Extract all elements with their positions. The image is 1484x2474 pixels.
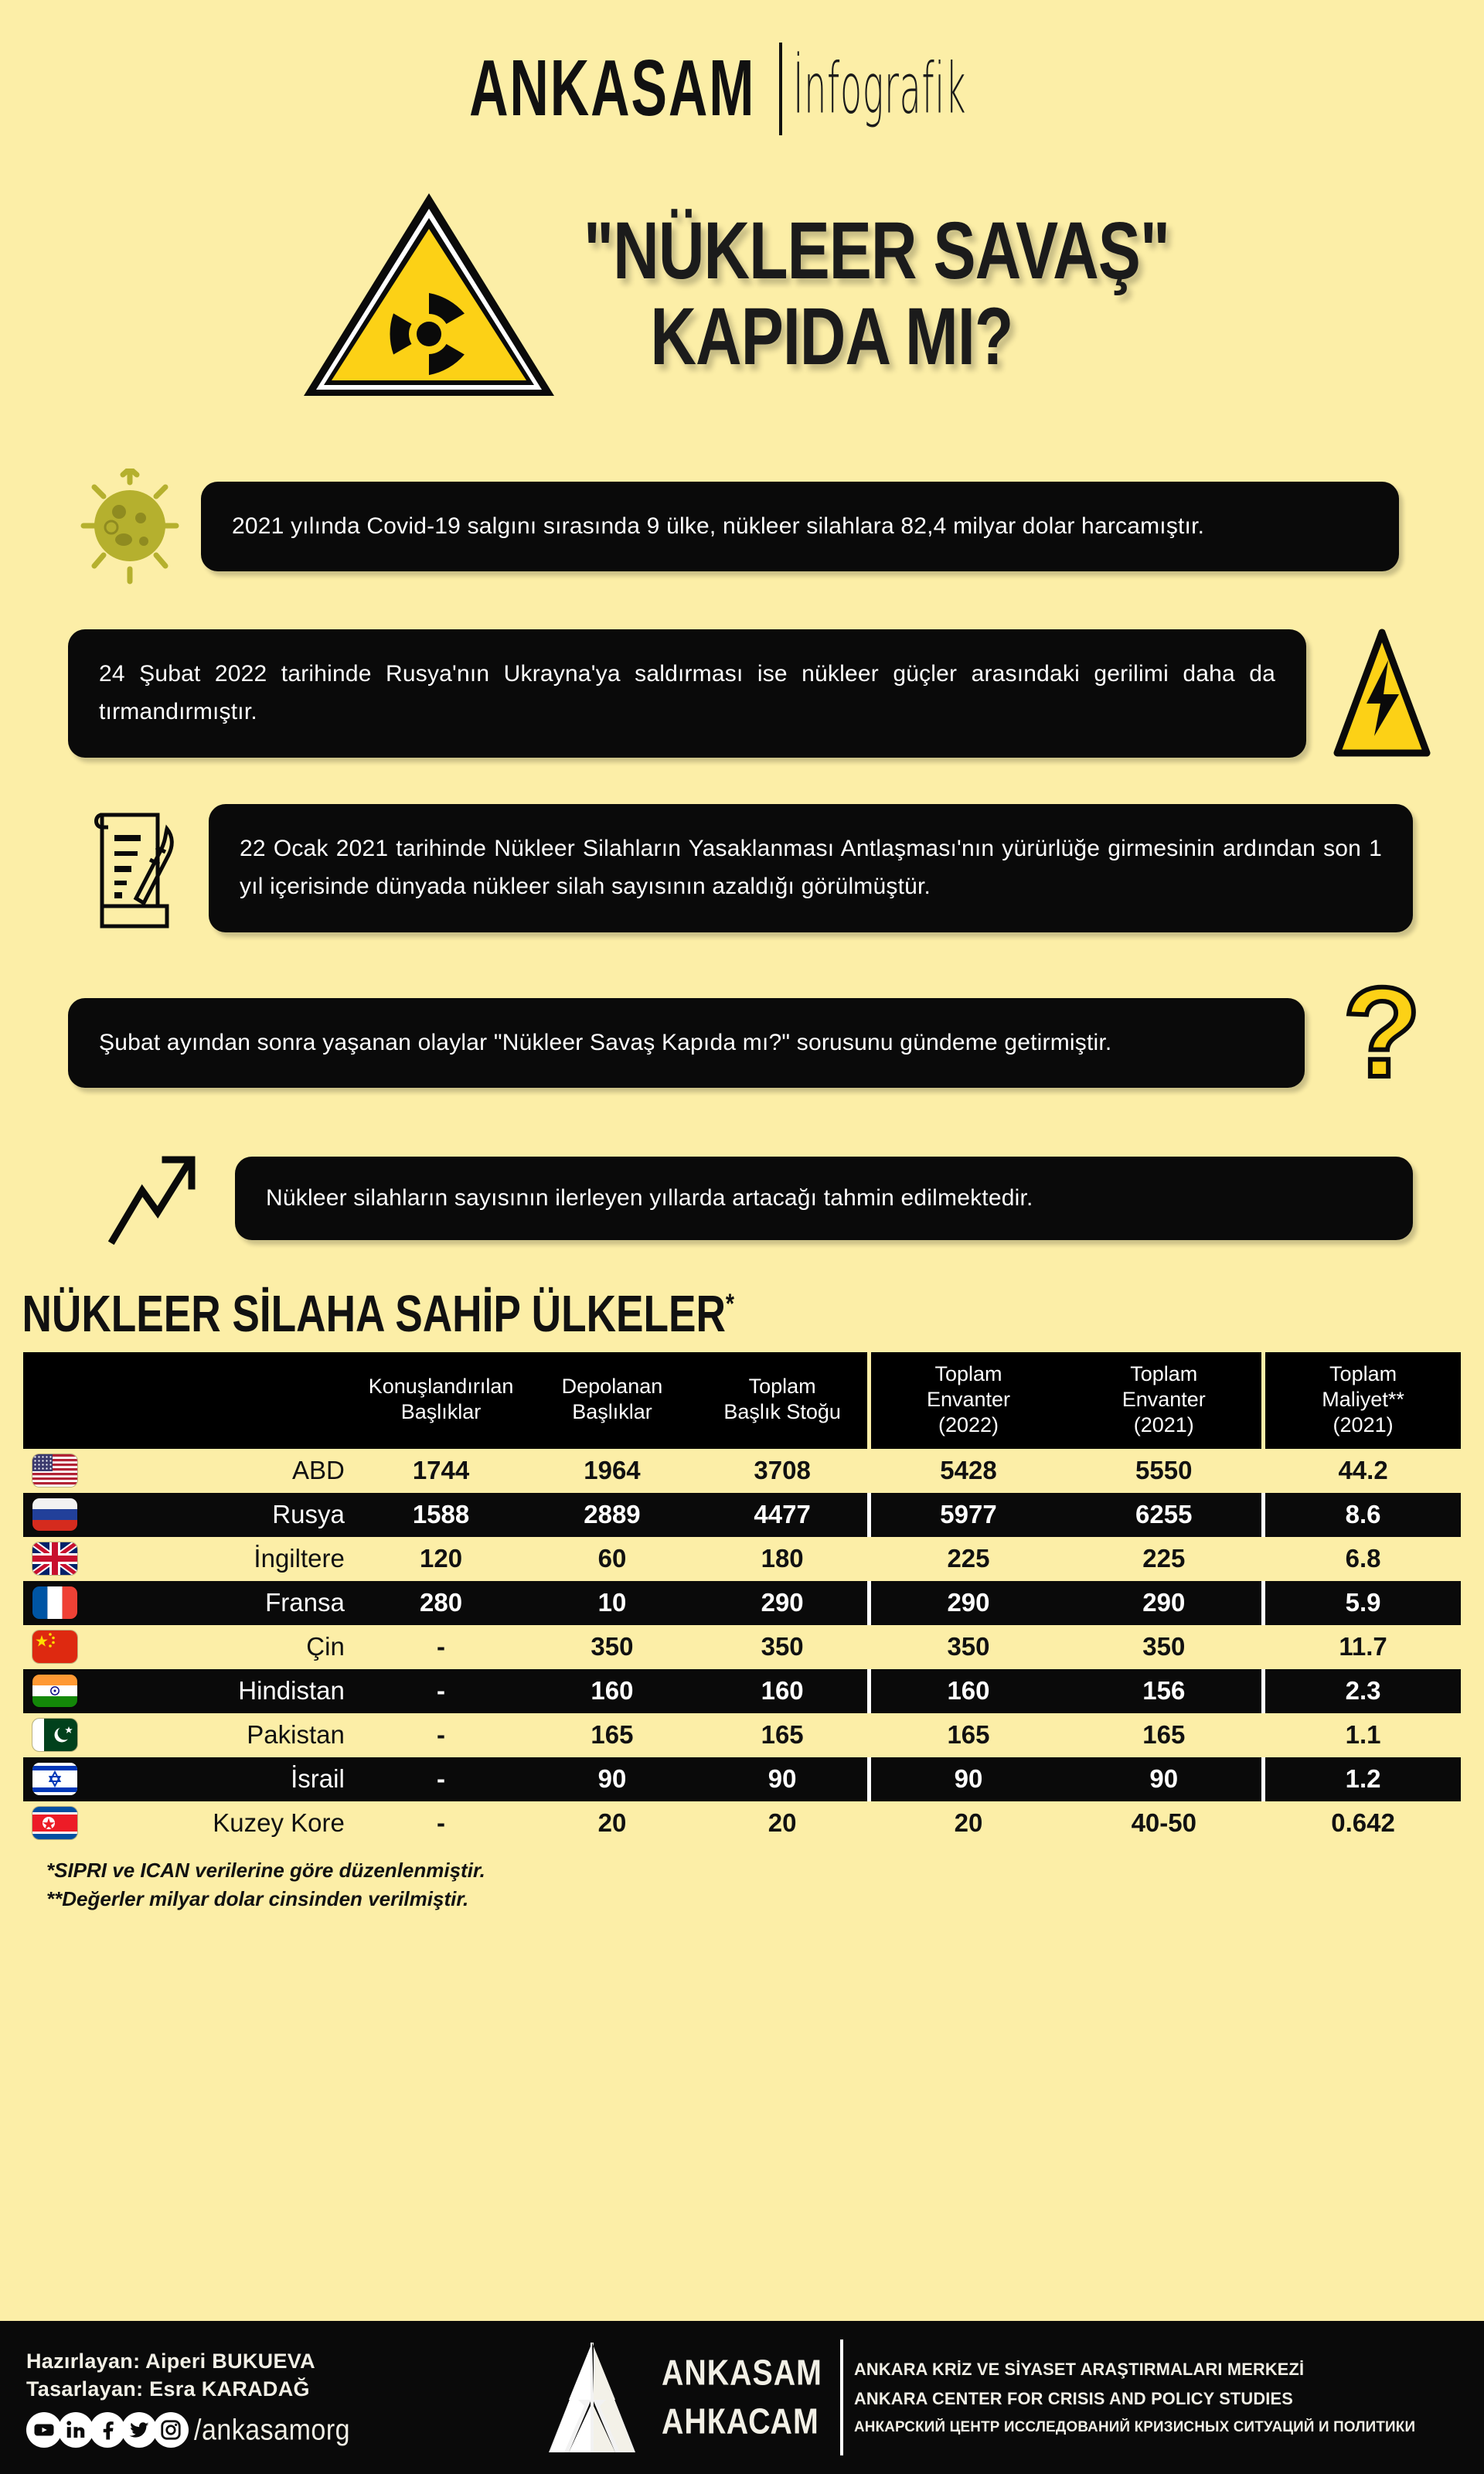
th-cost-2021: [1264, 1352, 1461, 1449]
cell-country: Hindistan: [238, 1676, 345, 1706]
cell-inventory-2021: 290: [1142, 1588, 1186, 1617]
svg-text:?: ?: [1343, 977, 1421, 1103]
country-flag-cell: [23, 1757, 116, 1801]
cell-inventory-2022: 290: [869, 1581, 1066, 1625]
cell-total-stock: 3708: [754, 1456, 811, 1485]
th-deployed-l1: Konuşlandırılan: [368, 1375, 514, 1399]
footer: [0, 2321, 1484, 2474]
cell-deployed: -: [437, 1676, 446, 1706]
country-flag-cell: [23, 1669, 116, 1713]
cell-inventory-2021: 40-50: [1131, 1808, 1196, 1838]
th-country: [116, 1352, 356, 1449]
fact-text: 2021 yılında Covid-19 salgını sırasında 9 ülke, nükleer silahlara 82,4 milyar dolar harcamıştır.: [201, 482, 1399, 572]
table-row: [23, 1757, 1461, 1801]
logo-words: [662, 2353, 829, 2442]
ankasam-logo-icon: [541, 2339, 643, 2455]
th-cost-l2: Maliyet**: [1322, 1387, 1404, 1411]
cell-total-stock: 290: [761, 1588, 804, 1617]
flag-israel-icon: [32, 1763, 77, 1795]
cell-total-stock: 180: [761, 1544, 804, 1573]
cell-deployed: -: [437, 1632, 446, 1661]
virus-icon: [80, 469, 179, 584]
country-flag-cell: [23, 1537, 116, 1581]
th-inventory-2022: [869, 1352, 1066, 1449]
facebook-icon[interactable]: [90, 2412, 125, 2448]
facts-list: [0, 469, 1484, 1245]
country-flag-cell: [23, 1713, 116, 1757]
brand-suffix: İnfografik: [792, 47, 966, 130]
cell-inventory-2022: 350: [869, 1625, 1066, 1669]
cell-stored: 160: [591, 1676, 634, 1706]
cell-country: İngiltere: [254, 1544, 345, 1573]
designed-by: Tasarlayan: Esra KARADAĞ: [26, 2377, 310, 2401]
cell-deployed: 280: [420, 1588, 463, 1617]
cell-total-stock: 350: [761, 1632, 804, 1661]
cell-country: Pakistan: [247, 1720, 345, 1750]
th-flag: [23, 1352, 116, 1449]
table-row: [23, 1537, 1461, 1581]
twitter-icon[interactable]: [121, 2412, 157, 2448]
cell-inventory-2022: 160: [869, 1669, 1066, 1713]
cell-stored: 60: [597, 1544, 627, 1573]
cell-stored: 350: [591, 1632, 634, 1661]
logo-word-tr: ANKASAM: [662, 2353, 822, 2393]
cell-inventory-2021: 6255: [1135, 1500, 1193, 1529]
flag-usa-icon: [32, 1454, 77, 1487]
table-head: [23, 1352, 1461, 1449]
cell-inventory-2022: 20: [869, 1801, 1066, 1845]
fact-row-treaty: [0, 803, 1484, 934]
growth-arrow-icon: [108, 1152, 216, 1245]
page-title-line2: KAPIDA MI?: [650, 291, 1013, 383]
cell-cost-2021: 1.1: [1264, 1713, 1461, 1757]
brand-name: ANKASAM: [469, 43, 756, 133]
cell-stored: 2889: [584, 1500, 641, 1529]
cell-deployed: -: [437, 1720, 446, 1750]
table-row: [23, 1713, 1461, 1757]
th-inv2022-l2: Envanter: [926, 1387, 1011, 1411]
instagram-icon[interactable]: [153, 2412, 189, 2448]
table-note-1: *SIPRI ve ICAN verilerine göre düzenlenmiştir.: [46, 1858, 485, 1882]
th-total-stock: [698, 1352, 869, 1449]
cell-cost-2021: 6.8: [1264, 1537, 1461, 1581]
cell-cost-2021: 2.3: [1264, 1669, 1461, 1713]
table-row: [23, 1801, 1461, 1845]
th-cost-l3: (2021): [1333, 1412, 1394, 1436]
cell-inventory-2021: 156: [1142, 1676, 1186, 1706]
flag-pakistan-icon: [32, 1719, 77, 1751]
nuclear-countries-table: [23, 1352, 1461, 1845]
cell-inventory-2022: 5428: [869, 1449, 1066, 1493]
th-cost-l1: Toplam: [1329, 1362, 1397, 1385]
th-inv2021-l3: (2021): [1133, 1412, 1194, 1436]
social-handle[interactable]: /ankasamorg: [194, 2413, 351, 2446]
th-deployed: [356, 1352, 526, 1449]
th-stored-l2: Başlıklar: [572, 1400, 652, 1424]
cell-cost-2021: 11.7: [1264, 1625, 1461, 1669]
logo-word-ru: АНКАСАМ: [662, 2401, 819, 2442]
cell-inventory-2021: 225: [1142, 1544, 1186, 1573]
flag-france-icon: [32, 1586, 77, 1619]
cell-inventory-2021: 165: [1142, 1720, 1186, 1750]
radiation-warning-icon: [298, 182, 560, 407]
high-voltage-icon: [1328, 628, 1436, 759]
fact-text: Nükleer silahların sayısının ilerleyen yıllarda artacağı tahmin edilmektedir.: [235, 1157, 1413, 1241]
cell-cost-2021: 44.2: [1264, 1449, 1461, 1493]
logo-line-tr: ANKARA KRİZ VE SİYASET ARAŞTIRMALARI MERKEZİ: [853, 2359, 1304, 2379]
logo-divider: [840, 2339, 843, 2455]
cell-stored: 165: [591, 1720, 634, 1750]
section-title-marker: *: [725, 1289, 734, 1320]
cell-inventory-2022: 90: [869, 1757, 1066, 1801]
fact-row-ukraine: [0, 628, 1484, 759]
logo-line-ru: АНКАРСКИЙ ЦЕНТР ИССЛЕДОВАНИЙ КРИЗИСНЫХ СИТУАЦИЙ И ПОЛИТИКИ: [853, 2418, 1415, 2435]
fact-text: 24 Şubat 2022 tarihinde Rusya'nın Ukrayna'ya saldırması ise nükleer güçler arasındaki gerilimi daha da tırmandırmıştır.: [68, 629, 1306, 757]
fact-row-question: [0, 977, 1484, 1109]
cell-total-stock: 20: [768, 1808, 797, 1838]
cell-inventory-2022: 165: [869, 1713, 1066, 1757]
brand-header: [0, 0, 1484, 162]
cell-deployed: 120: [420, 1544, 463, 1573]
cell-inventory-2021: 90: [1149, 1764, 1179, 1794]
cell-total-stock: 90: [768, 1764, 797, 1794]
flag-uk-icon: [32, 1542, 77, 1575]
brand-divider: [779, 43, 782, 135]
youtube-icon[interactable]: [26, 2412, 62, 2448]
footer-credits: [26, 2347, 521, 2448]
cell-cost-2021: 0.642: [1264, 1801, 1461, 1845]
fact-text: 22 Ocak 2021 tarihinde Nükleer Silahların Yasaklanması Antlaşması'nın yürürlüğe girmesinin ardından son 1 yıl içerisinde dünyada nükleer silah sayısının azaldığı görülmüştür.: [209, 804, 1413, 932]
country-flag-cell: [23, 1449, 116, 1493]
country-flag-cell: [23, 1801, 116, 1845]
table-row: [23, 1581, 1461, 1625]
cell-stored: 90: [597, 1764, 627, 1794]
fact-row-covid: [0, 469, 1484, 584]
flag-china-icon: [32, 1631, 77, 1663]
th-stored-l1: Depolanan: [561, 1375, 663, 1399]
th-inventory-2021: [1066, 1352, 1263, 1449]
country-flag-cell: [23, 1581, 116, 1625]
linkedin-icon[interactable]: [58, 2412, 94, 2448]
logo-line-en: ANKARA CENTER FOR CRISIS AND POLICY STUDIES: [853, 2388, 1293, 2408]
table-note-2: **Değerler milyar dolar cinsinden verilmiştir.: [46, 1886, 469, 1910]
table-row: [23, 1669, 1461, 1713]
cell-total-stock: 160: [761, 1676, 804, 1706]
table-row: [23, 1625, 1461, 1669]
question-mark-icon: [1328, 977, 1436, 1109]
cell-cost-2021: 5.9: [1264, 1581, 1461, 1625]
table-row: [23, 1449, 1461, 1493]
cell-country: Fransa: [265, 1588, 345, 1617]
fact-text: Şubat ayından sonra yaşanan olaylar "Nükleer Savaş Kapıda mı?" sorusunu gündeme getirmiştir.: [68, 998, 1305, 1089]
prepared-by: Hazırlayan: Aiperi BUKUEVA: [26, 2349, 315, 2373]
th-inv2022-l3: (2022): [938, 1412, 999, 1436]
logo-taglines: [854, 2361, 1421, 2435]
cell-country: ABD: [291, 1456, 345, 1485]
cell-country: Çin: [306, 1632, 345, 1661]
nuclear-countries-table-wrap: [0, 1352, 1484, 1913]
table-header-row: [23, 1352, 1461, 1449]
th-total-stock-l2: Başlık Stoğu: [723, 1400, 841, 1424]
cell-deployed: 1744: [412, 1456, 470, 1485]
cell-country: İsrail: [291, 1764, 345, 1794]
cell-deployed: -: [437, 1764, 446, 1794]
flag-india-icon: [32, 1675, 77, 1707]
table-row: [23, 1493, 1461, 1537]
section-title: [0, 1283, 1410, 1344]
th-stored: [526, 1352, 697, 1449]
cell-stored: 20: [597, 1808, 627, 1838]
th-total-stock-l1: Toplam: [748, 1375, 816, 1399]
cell-stored: 10: [597, 1588, 627, 1617]
cell-total-stock: 165: [761, 1720, 804, 1750]
fact-row-forecast: [0, 1152, 1484, 1245]
flag-russia-icon: [32, 1498, 77, 1531]
cell-stored: 1964: [584, 1456, 641, 1485]
scroll-pen-icon: [87, 803, 186, 934]
th-deployed-l2: Başlıklar: [400, 1400, 482, 1424]
th-inv2021-l2: Envanter: [1122, 1387, 1206, 1411]
title-block: [0, 182, 1484, 407]
table-body: [23, 1449, 1461, 1845]
cell-country: Rusya: [272, 1500, 345, 1529]
page-title-line1: "NÜKLEER SAVAŞ": [584, 206, 1170, 297]
cell-inventory-2022: 225: [869, 1537, 1066, 1581]
section-title-text: NÜKLEER SİLAHA SAHİP ÜLKELER: [22, 1283, 726, 1343]
cell-deployed: 1588: [412, 1500, 470, 1529]
footer-logo: [541, 2339, 1421, 2455]
th-inv2022-l1: Toplam: [934, 1362, 1002, 1385]
social-links[interactable]: [26, 2412, 521, 2448]
flag-north-korea-icon: [32, 1807, 77, 1839]
cell-cost-2021: 1.2: [1264, 1757, 1461, 1801]
th-inv2021-l1: Toplam: [1130, 1362, 1198, 1385]
cell-total-stock: 4477: [754, 1500, 811, 1529]
table-notes: [23, 1845, 1461, 1913]
cell-country: Kuzey Kore: [213, 1808, 345, 1838]
cell-cost-2021: 8.6: [1264, 1493, 1461, 1537]
cell-inventory-2022: 5977: [869, 1493, 1066, 1537]
cell-deployed: -: [437, 1808, 446, 1838]
cell-inventory-2021: 350: [1142, 1632, 1186, 1661]
cell-inventory-2021: 5550: [1135, 1456, 1193, 1485]
country-flag-cell: [23, 1493, 116, 1537]
page-title: [584, 206, 1170, 383]
country-flag-cell: [23, 1625, 116, 1669]
